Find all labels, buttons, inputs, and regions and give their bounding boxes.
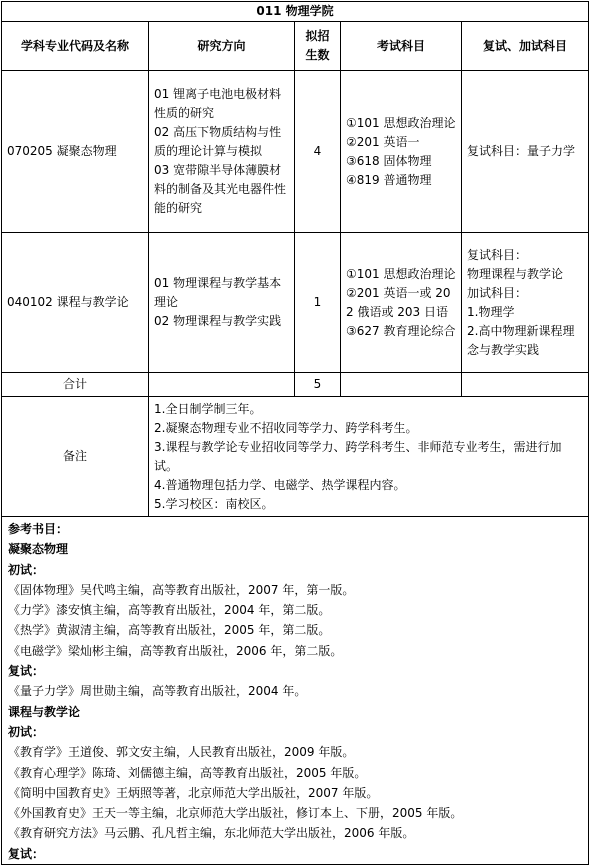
research-directions bbox=[149, 233, 295, 373]
reference-item: 《电磁学》梁灿彬主编，高等教育出版社，2006 年，第二版。 bbox=[8, 643, 343, 658]
exam-item: ④819 普通物理 bbox=[346, 172, 432, 187]
quota-value: 4 bbox=[295, 71, 341, 233]
major-name: 070205 凝聚态物理 bbox=[2, 71, 149, 233]
retest-item: 加试科目： bbox=[467, 285, 528, 300]
total-quota: 5 bbox=[295, 373, 341, 397]
exam-item: ②201 英语一 bbox=[346, 134, 420, 149]
reference-item: 《外国教育史》王天一等主编，北京师范大学出版社，修订本上、下册，2005 年版。 bbox=[8, 806, 463, 821]
reference-item: 《热学》黄淑清主编，高等教育出版社，2005 年，第二版。 bbox=[8, 623, 331, 638]
header-direction: 研究方向 bbox=[149, 22, 295, 71]
exam-item: ③618 固体物理 bbox=[346, 153, 432, 168]
direction-item: 01 锂离子电池电极材料性质的研究 bbox=[154, 87, 282, 120]
empty-cell bbox=[462, 373, 589, 397]
total-row bbox=[2, 373, 589, 397]
exam-item: ③627 教育理论综合 bbox=[346, 323, 456, 338]
reference-item: 《教育心理学》陈琦、刘儒德主编，高等教育出版社，2005 年版。 bbox=[8, 765, 367, 780]
note-item: 2.凝聚态物理专业不招收同等学力、跨学科考生。 bbox=[154, 420, 418, 435]
reference-subheading: 复试： bbox=[8, 846, 45, 861]
reference-item: 《教育学》王道俊、郭文安主编，人民教育出版社，2009 年版。 bbox=[8, 745, 355, 760]
notes-label: 备注 bbox=[2, 397, 149, 517]
reference-subheading: 初试： bbox=[8, 562, 45, 577]
retest-subjects bbox=[462, 233, 589, 373]
notes-row bbox=[2, 397, 589, 517]
reference-item: 《固体物理》吴代鸣主编，高等教育出版社，2007 年，第一版。 bbox=[8, 582, 355, 597]
note-item: 3.课程与教学论专业招收同等学力、跨学科考生、非师范专业考生，需进行加试。 bbox=[154, 439, 562, 473]
reference-item: 《力学》漆安慎主编，高等教育出版社，2004 年，第二版。 bbox=[8, 603, 331, 618]
header-quota: 拟招生数 bbox=[295, 22, 341, 71]
retest-item: 1.物理学 bbox=[467, 304, 515, 319]
retest-subjects bbox=[462, 71, 589, 233]
major-name: 040102 课程与教学论 bbox=[2, 233, 149, 373]
empty-cell bbox=[149, 373, 295, 397]
exam-item: ①101 思想政治理论 bbox=[346, 115, 456, 130]
reference-subheading: 凝聚态物理 bbox=[8, 542, 69, 557]
retest-item: 复试科目： bbox=[467, 247, 528, 262]
reference-subheading: 初试： bbox=[8, 724, 45, 739]
note-item: 4.普通物理包括力学、电磁学、热学课程内容。 bbox=[154, 477, 406, 492]
empty-cell bbox=[341, 373, 462, 397]
retest-item: 物理课程与教学论 bbox=[467, 266, 564, 281]
reference-item: 《教育研究方法》马云鹏、孔凡哲主编，东北师范大学出版社，2006 年版。 bbox=[8, 826, 415, 841]
reference-subheading: 课程与教学论 bbox=[8, 704, 81, 719]
header-exams: 考试科目 bbox=[341, 22, 462, 71]
exam-item: ②201 英语一或 202 俄语或 203 日语 bbox=[346, 285, 451, 319]
quota-value: 1 bbox=[295, 233, 341, 373]
direction-item: 03 宽带隙半导体薄膜材料的制备及其光电器件性能的研究 bbox=[154, 163, 287, 215]
total-label: 合计 bbox=[2, 373, 149, 397]
references-row bbox=[2, 517, 589, 865]
retest-item: 复试科目：量子力学 bbox=[467, 144, 576, 158]
table-row bbox=[2, 233, 589, 373]
reference-item: 《量子力学》周世勋主编，高等教育出版社，2004 年。 bbox=[8, 684, 307, 699]
direction-item: 01 物理课程与教学基本理论 bbox=[154, 276, 282, 309]
reference-subheading: 复试： bbox=[8, 664, 45, 679]
exam-item: ①101 思想政治理论 bbox=[346, 266, 456, 281]
references-section bbox=[2, 517, 589, 865]
references-heading: 参考书目： bbox=[8, 522, 69, 536]
note-item: 5.学习校区：南校区。 bbox=[154, 496, 274, 511]
direction-item: 02 高压下物质结构与性质的理论计算与模拟 bbox=[154, 125, 282, 158]
header-major: 学科专业代码及名称 bbox=[2, 22, 149, 71]
retest-item: 2.高中物理新课程理念与教学实践 bbox=[467, 323, 575, 357]
exam-subjects bbox=[341, 71, 462, 233]
table-title: 011 物理学院 bbox=[2, 2, 589, 22]
header-retest: 复试、加试科目 bbox=[462, 22, 589, 71]
research-directions bbox=[149, 71, 295, 233]
reference-item: 《简明中国教育史》王炳照等著，北京师范大学出版社，2007 年版。 bbox=[8, 785, 379, 800]
exam-subjects bbox=[341, 233, 462, 373]
notes-content bbox=[149, 397, 589, 517]
note-item: 1.全日制学制三年。 bbox=[154, 401, 262, 416]
admissions-table bbox=[1, 1, 589, 865]
table-row bbox=[2, 71, 589, 233]
direction-item: 02 物理课程与教学实践 bbox=[154, 314, 282, 328]
